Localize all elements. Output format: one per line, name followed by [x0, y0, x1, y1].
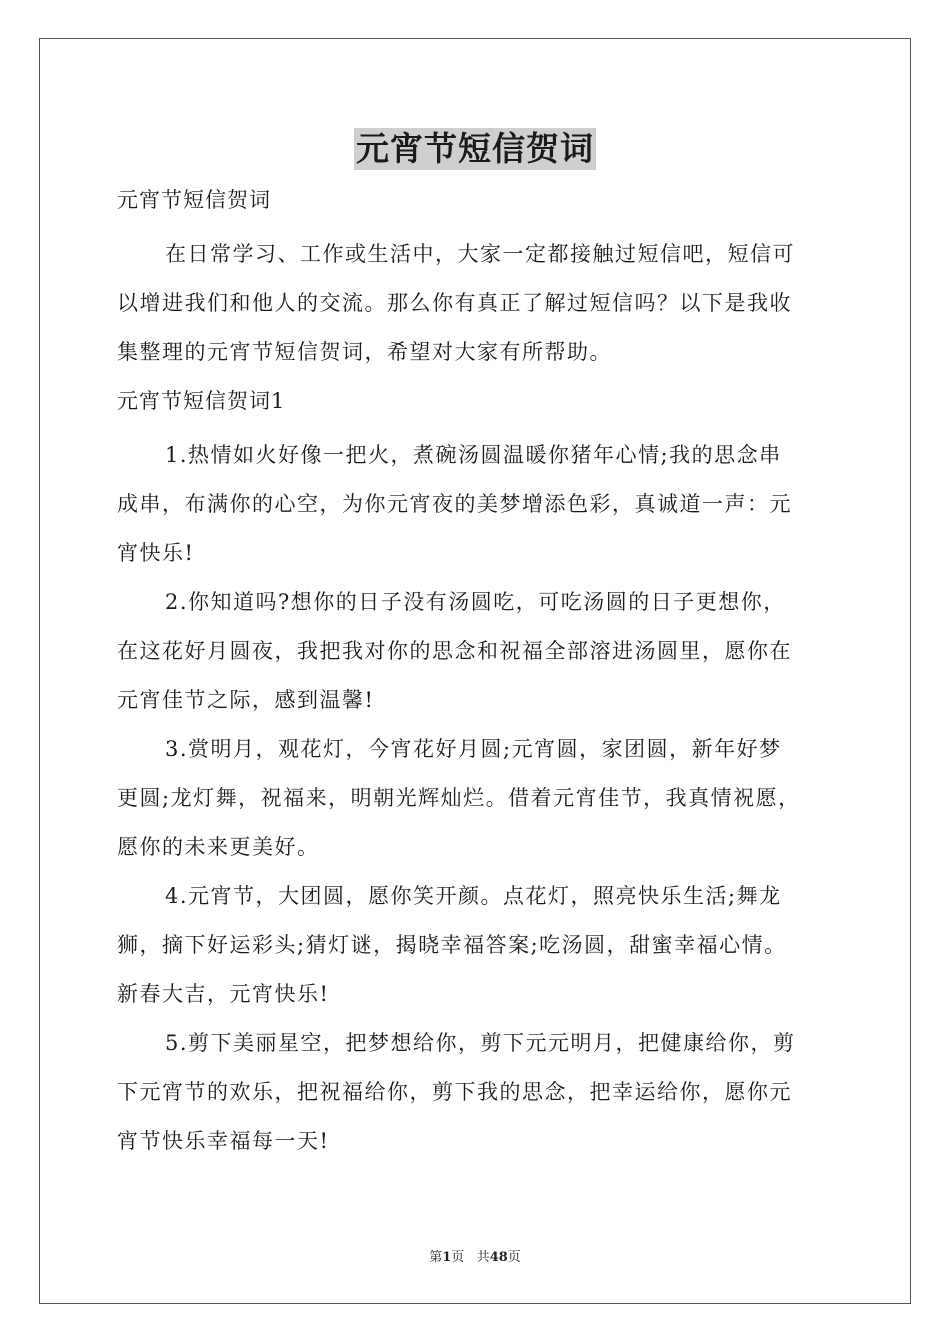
paragraph-line: 1.热情如火好像一把火，煮碗汤圆温暖你猪年心情;我的思念串 — [165, 443, 782, 467]
paragraph-line: 2.你知道吗?想你的日子没有汤圆吃，可吃汤圆的日子更想你， — [165, 590, 786, 614]
paragraph-line: 以增进我们和他人的交流。那么你有真正了解过短信吗？以下是我收 — [117, 291, 792, 315]
paragraph-line: 集整理的元宵节短信贺词，希望对大家有所帮助。 — [117, 340, 612, 364]
paragraph-line: 成串，布满你的心空，为你元宵夜的美梦增添色彩，真诚道一声：元 — [117, 492, 792, 516]
paragraph-line: 宵快乐! — [117, 541, 195, 565]
total-suffix: 页 — [507, 1250, 521, 1265]
paragraph-line: 狮，摘下好运彩头;猜灯谜，揭晓幸福答案;吃汤圆，甜蜜幸福心情。 — [117, 933, 787, 957]
page-suffix: 页 — [451, 1250, 465, 1265]
paragraph-line: 新春大吉，元宵快乐! — [117, 982, 330, 1006]
paragraph-line: 更圆;龙灯舞，祝福来，明朝光辉灿烂。借着元宵佳节，我真情祝愿， — [117, 786, 801, 810]
paragraph-line: 元宵佳节之际，感到温馨! — [117, 688, 375, 712]
document-body — [117, 180, 835, 1166]
list-item — [117, 578, 835, 725]
subtitle: 元宵节短信贺词 — [117, 188, 271, 212]
title-container — [0, 128, 950, 170]
page-number: 1 — [442, 1250, 452, 1265]
paragraph-line: 宵节快乐幸福每一天! — [117, 1129, 330, 1153]
list-item — [117, 872, 835, 1019]
paragraph-line: 下元宵节的欢乐，把祝福给你，剪下我的思念，把幸运给你，愿你元 — [117, 1080, 792, 1104]
page-footer — [0, 1246, 950, 1265]
paragraph-line: 愿你的未来更美好。 — [117, 835, 320, 859]
document-title: 元宵节短信贺词 — [356, 129, 594, 168]
section-heading: 元宵节短信贺词1 — [117, 389, 286, 413]
intro-paragraph — [117, 230, 835, 377]
paragraph-line: 3.赏明月，观花灯，今宵花好月圆;元宵圆，家团圆，新年好梦 — [165, 737, 782, 761]
page-prefix: 第 — [429, 1250, 443, 1265]
total-prefix: 共 — [476, 1250, 490, 1265]
paragraph-line: 4.元宵节，大团圆，愿你笑开颜。点花灯，照亮快乐生活;舞龙 — [165, 884, 782, 908]
list-item — [117, 1019, 835, 1166]
list-item — [117, 431, 835, 578]
list-item — [117, 725, 835, 872]
total-pages: 48 — [489, 1250, 508, 1265]
paragraph-line: 在日常学习、工作或生活中，大家一定都接触过短信吧，短信可 — [165, 242, 795, 266]
paragraph-line: 5.剪下美丽星空，把梦想给你，剪下元元明月，把健康给你，剪 — [165, 1031, 796, 1055]
paragraph-line: 在这花好月圆夜，我把我对你的思念和祝福全部溶进汤圆里，愿你在 — [117, 639, 792, 663]
